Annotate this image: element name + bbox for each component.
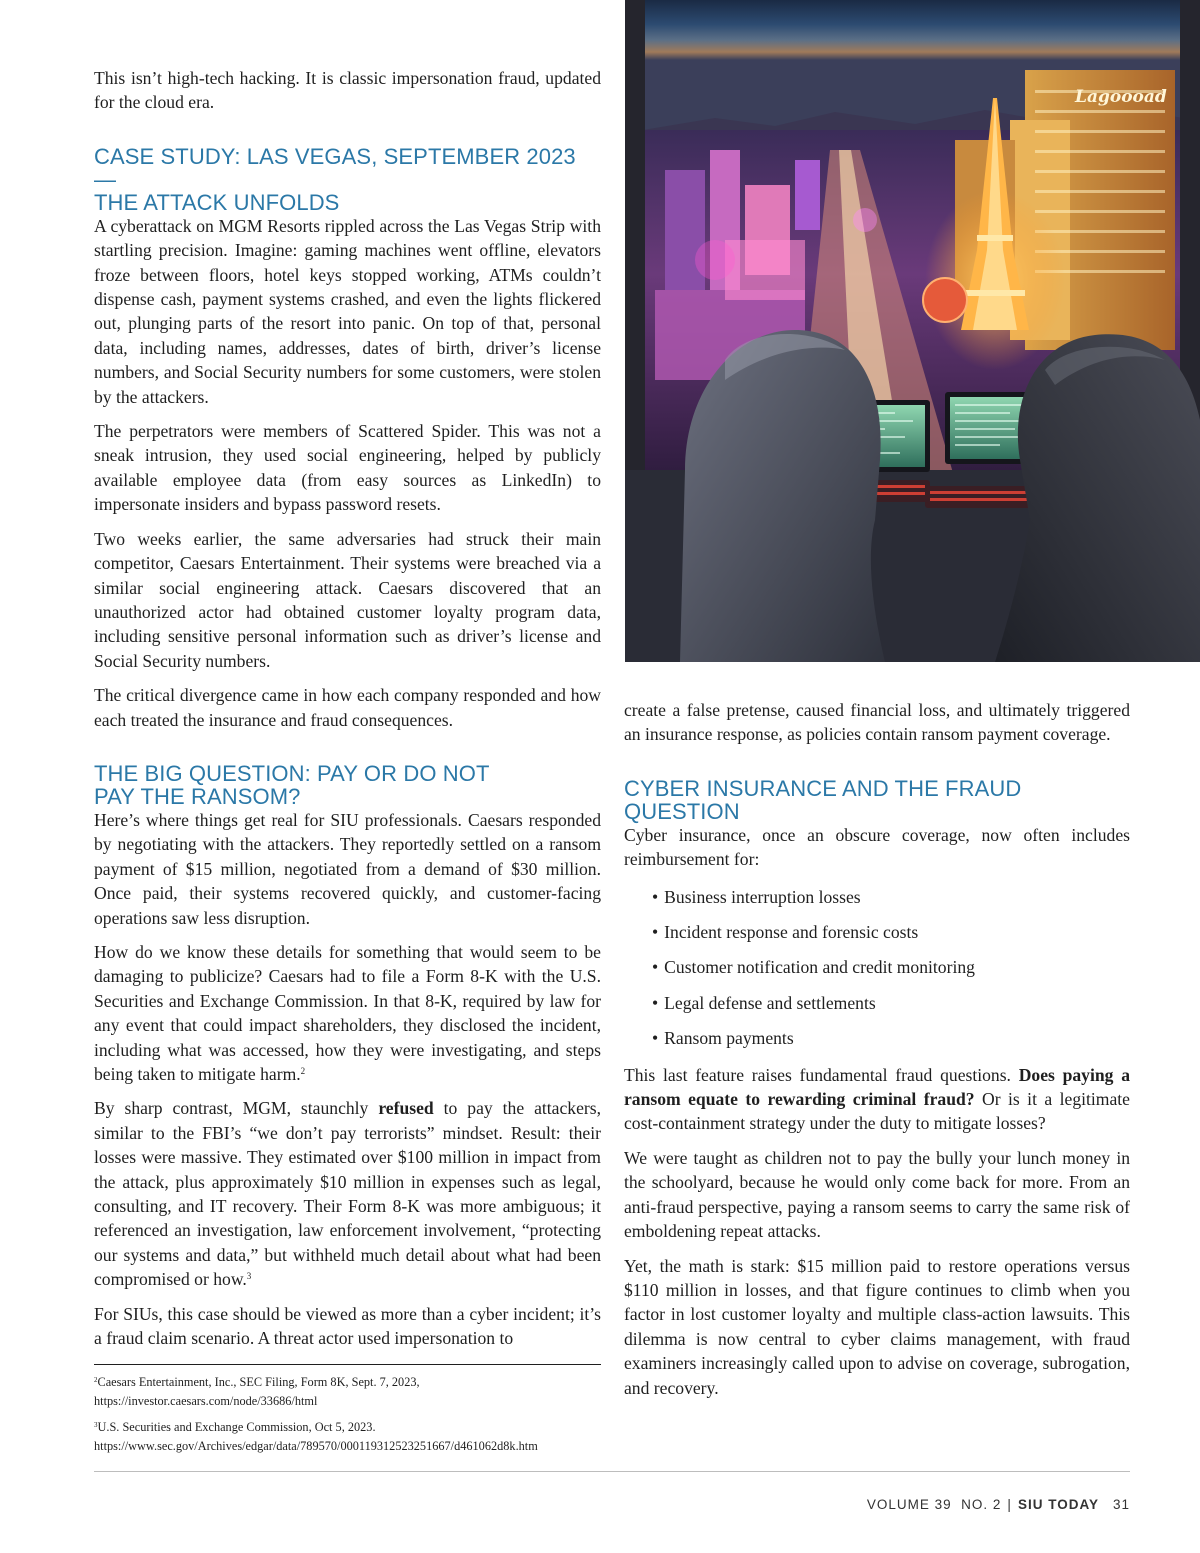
footnote-number: 2	[94, 1376, 98, 1385]
case-study-paragraph-2: The perpetrators were members of Scattered Spider. This was not a sneak intrusion, they used social engineering, helped by publicly available employee data (from easy sources as LinkedIn) to impersonate insiders and bypass password resets.	[94, 421, 601, 515]
footer-separator: |	[1007, 1497, 1012, 1512]
case-study-heading	[94, 145, 601, 214]
left-column	[94, 66, 601, 1463]
footnote-3	[94, 1418, 601, 1456]
case-study-paragraph-4: The critical divergence came in how each company responded and how each treated the insurance and fraud consequences.	[94, 685, 601, 730]
las-vegas-hackers-photo	[625, 0, 1200, 662]
big-question-paragraph-1: Here’s where things get real for SIU professionals. Caesars responded by negotiating with the attackers. They reportedly settled on a ransom payment of $15 million, negotiated from a demand of $30 million. Once paid, their systems recovered quickly, and customer-facing operations saw less disruption.	[94, 809, 601, 928]
footnote-text: U.S. Securities and Exchange Commission, Oct 5, 2023. https://www.sec.gov/Archives/edgar/data/789570/000119312523251667/d461062d8k.htm	[94, 1420, 538, 1454]
big-question-paragraph-4: For SIUs, this case should be viewed as more than a cyber incident; it’s a fraud claim scenario. A threat actor used impersonation to	[94, 1303, 601, 1349]
bold-text: Does paying a ransom equate to rewarding criminal fraud?	[624, 1064, 1130, 1110]
case-study-heading-line2: THE ATTACK UNFOLDS	[94, 189, 340, 215]
paragraph-text: How do we know these details for something that would seem to be damaging to publicize? Caesars had to file a Form 8-K with the U.S. Securities and Exchange Commission. In that 8-K, required by law for any event that could impact shareholders, they disclosed the incident, including what was accessed, how they were investigating, and steps being taken to mitigate harm.	[94, 941, 601, 1084]
list-item: • Incident response and forensic costs	[652, 922, 919, 943]
list-item: • Customer notification and credit monitoring	[652, 957, 975, 978]
page-number: 31	[1112, 1497, 1130, 1512]
footnote-ref: 3	[246, 1271, 252, 1282]
intro-paragraph: This isn’t high-tech hacking. It is classic impersonation fraud, updated for the cloud era.	[94, 68, 601, 113]
hotel-sign-text: Lagoooad	[1075, 87, 1167, 107]
list-item-text: Customer notification and credit monitoring	[664, 957, 975, 978]
case-study-heading-line1: CASE STUDY: LAS VEGAS, SEPTEMBER 2023 —	[94, 143, 576, 192]
big-question-heading-line1: THE BIG QUESTION: PAY OR DO NOT	[94, 760, 490, 786]
big-question-paragraph-3	[94, 1096, 601, 1291]
list-item: • Business interruption losses	[652, 886, 861, 907]
paragraph-text: to pay the attackers, similar to the FBI’s “we don’t pay terrorists” mindset. Result: their losses were massive. They estimated over $100 million in impact from the attack, plus approximately $10 million in expenses such as legal, consulting, and IT recovery. Their Form 8-K was more ambiguous; it referenced an investigation, law enforcement involvement, “protecting our systems and data,” but withheld much detail about what had been compromised or how.	[94, 1098, 601, 1290]
cyber-insurance-paragraph-3: We were taught as children not to pay the bully your lunch money in the schoolyard, because he would only come back for more. From an anti-fraud perspective, paying a ransom seems to carry the same risk of emboldening repeat attacks.	[624, 1147, 1130, 1242]
right-column	[624, 698, 1130, 1410]
big-question-heading-line2: PAY THE RANSOM?	[94, 783, 301, 809]
big-question-heading	[94, 762, 601, 808]
list-item-text: Legal defense and settlements	[664, 992, 876, 1013]
footnote-2	[94, 1373, 601, 1411]
list-item: • Ransom payments	[652, 1028, 794, 1049]
coverage-list	[624, 885, 1130, 1051]
footer-divider	[94, 1471, 1130, 1472]
cyber-insurance-paragraph-2	[624, 1063, 1130, 1136]
list-item-text: Incident response and forensic costs	[664, 922, 919, 943]
paragraph-text: By sharp contrast, MGM, staunchly	[94, 1098, 379, 1119]
continuation-paragraph: create a false pretense, caused financial loss, and ultimately triggered an insurance response, as policies contain ransom payment coverage.	[624, 700, 1130, 745]
cyber-insurance-paragraph-1: Cyber insurance, once an obscure coverage, now often includes reimbursement for:	[624, 824, 1130, 870]
big-question-paragraph-2	[94, 940, 601, 1086]
footer-volume: VOLUME 39 NO. 2	[866, 1497, 1002, 1512]
footnote-number: 3	[94, 1421, 98, 1430]
case-study-paragraph-3: Two weeks earlier, the same adversaries had struck their main competitor, Caesars Entertainment. Their systems were breached via a similar social engineering attack. Caesars discovered that an unauthorized actor had obtained customer loyalty program data, including sensitive personal information such as driver’s license and Social Security numbers.	[94, 528, 601, 671]
footnote-ref: 2	[300, 1066, 306, 1076]
footer-publication: SIU TODAY	[1017, 1497, 1099, 1512]
footnote-divider	[94, 1364, 601, 1365]
paragraph-text: Or is it a legitimate cost-containment strategy under the duty to mitigate losses?	[624, 1089, 1130, 1134]
paragraph-text: This last feature raises fundamental fraud questions.	[624, 1064, 1019, 1085]
footnote-text: Caesars Entertainment, Inc., SEC Filing, Form 8K, Sept. 7, 2023, https://investor.caesars.com/node/33686/html	[94, 1375, 420, 1409]
list-item-text: Business interruption losses	[664, 886, 861, 907]
page-footer	[867, 1497, 1130, 1512]
list-item-text: Ransom payments	[664, 1028, 794, 1049]
cyber-insurance-heading-line1: CYBER INSURANCE AND THE FRAUD	[624, 775, 1022, 801]
bold-text: refused	[378, 1098, 434, 1119]
list-item: • Legal defense and settlements	[652, 992, 876, 1013]
cyber-insurance-paragraph-4: Yet, the math is stark: $15 million paid to restore operations versus $110 million in losses, and that figure continues to climb when you factor in lost customer loyalty and multiple class-action lawsuits. This dilemma is now central to cyber claims management, with fraud examiners increasingly called upon to advise on coverage, subrogation, and recovery.	[624, 1255, 1130, 1398]
cyber-insurance-heading-line2: QUESTION	[624, 798, 740, 824]
cyber-insurance-heading	[624, 777, 1130, 823]
case-study-paragraph-1: A cyberattack on MGM Resorts rippled across the Las Vegas Strip with startling precision. Imagine: gaming machines went offline, elevators froze between floors, hotel keys stopped working, ATMs couldn’t dispense cash, payment systems crashed, and even the lights flickered out, plunging parts of the resort into panic. On top of that, personal data, including names, addresses, dates of birth, driver’s license numbers, and Social Security numbers for some customers, were stolen by the attackers.	[94, 215, 601, 407]
